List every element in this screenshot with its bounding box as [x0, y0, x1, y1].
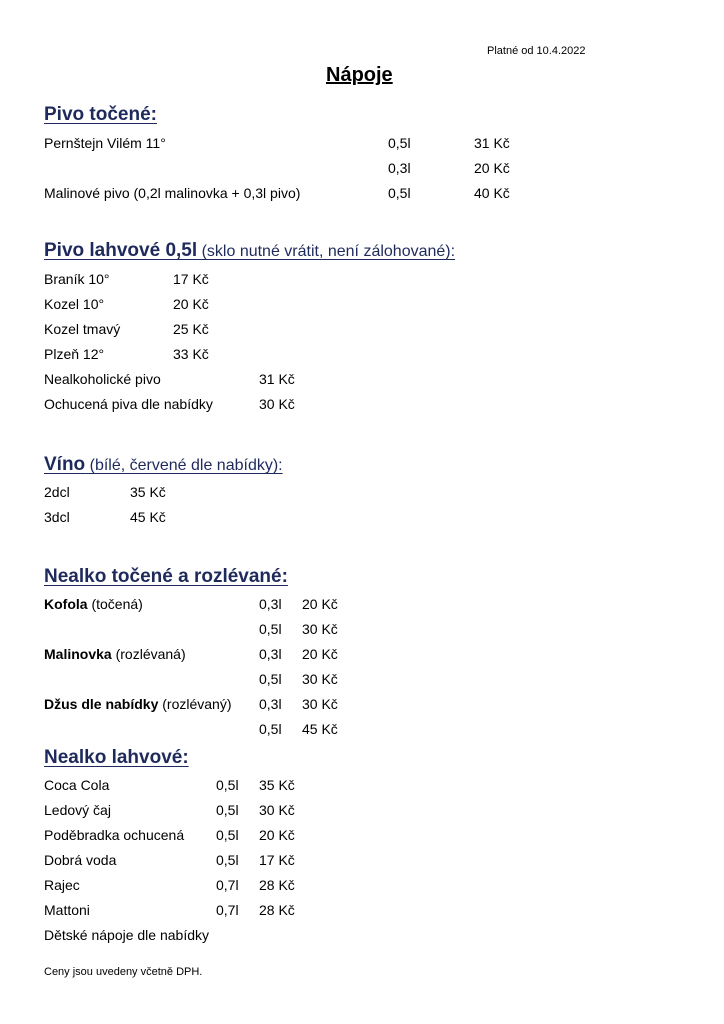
soft-drink-volume: 0,5l: [259, 621, 282, 637]
bottled-drink-name: Mattoni: [44, 902, 90, 918]
bottled-beer-price: 25 Kč: [173, 321, 209, 337]
soft-drink-price: 30 Kč: [302, 696, 338, 712]
bottled-drink-volume: 0,5l: [216, 827, 239, 843]
soft-drink-name: [44, 692, 232, 717]
section-heading-bottled-soft-drinks: [44, 747, 189, 769]
draft-beer-price: 20 Kč: [474, 160, 510, 176]
bottled-drink-volume: 0,7l: [216, 902, 239, 918]
bottled-drink-volume: 0,5l: [216, 852, 239, 868]
bottled-beer-price: 33 Kč: [173, 346, 209, 362]
soft-drink-volume: 0,5l: [259, 721, 282, 737]
bottled-drink-price: 17 Kč: [259, 852, 295, 868]
section-heading-bottled-soft-drinks-text: Nealko lahvové:: [44, 747, 189, 768]
bottled-drink-price: 35 Kč: [259, 777, 295, 793]
wine-size: 2dcl: [44, 484, 70, 500]
bottled-drink-name: Dětské nápoje dle nabídky: [44, 927, 209, 943]
soft-drink-name: [44, 642, 186, 667]
section-heading-draft-soft-drinks-text: Nealko točené a rozlévané:: [44, 566, 288, 587]
bottled-drink-volume: 0,5l: [216, 802, 239, 818]
draft-beer-name: Pernštejn Vilém 11°: [44, 135, 166, 151]
bottled-drink-price: 20 Kč: [259, 827, 295, 843]
bottled-drink-name: Ledový čaj: [44, 802, 111, 818]
soft-drink-volume: 0,5l: [259, 671, 282, 687]
draft-beer-name: Malinové pivo (0,2l malinovka + 0,3l pivo): [44, 185, 301, 201]
soft-drink-volume: 0,3l: [259, 596, 282, 612]
soft-drink-note: (rozlévaná): [111, 646, 186, 662]
bottled-beer-name: Braník 10°: [44, 271, 110, 287]
valid-from-date: Platné od 10.4.2022: [487, 45, 586, 57]
section-heading-draft-soft-drinks: [44, 566, 288, 588]
section-heading-wine-text: Víno: [44, 454, 86, 475]
section-heading-bottled-beer-note: (sklo nutné vrátit, není zálohované):: [197, 243, 456, 260]
section-heading-draft-beer: [44, 104, 157, 126]
bottled-beer-name: Kozel tmavý: [44, 321, 121, 337]
soft-drink-name-text: Kofola: [44, 596, 88, 612]
bottled-beer-name: Kozel 10°: [44, 296, 105, 312]
section-heading-bottled-beer: [44, 240, 455, 262]
soft-drink-price: 20 Kč: [302, 596, 338, 612]
bottled-beer-price: 30 Kč: [259, 396, 295, 412]
soft-drink-name: [44, 592, 143, 617]
draft-beer-price: 31 Kč: [474, 135, 510, 151]
bottled-drink-volume: 0,7l: [216, 877, 239, 893]
vat-note: Ceny jsou uvedeny včetně DPH.: [44, 966, 203, 978]
section-heading-wine-note: (bílé, červené dle nabídky):: [85, 457, 283, 474]
section-heading-draft-beer-text: Pivo točené:: [44, 104, 157, 125]
bottled-drink-name: Coca Cola: [44, 777, 110, 793]
section-heading-bottled-beer-text: Pivo lahvové 0,5l: [44, 240, 198, 261]
wine-size: 3dcl: [44, 509, 70, 525]
soft-drink-note: (točená): [87, 596, 143, 612]
bottled-beer-price: 31 Kč: [259, 371, 295, 387]
bottled-drink-name: Dobrá voda: [44, 852, 117, 868]
section-heading-wine: [44, 454, 283, 476]
bottled-drink-volume: 0,5l: [216, 777, 239, 793]
soft-drink-name-text: Džus dle nabídky: [44, 696, 159, 712]
draft-beer-volume: 0,5l: [388, 135, 411, 151]
soft-drink-volume: 0,3l: [259, 646, 282, 662]
draft-beer-volume: 0,5l: [388, 185, 411, 201]
wine-price: 35 Kč: [130, 484, 166, 500]
bottled-drink-price: 28 Kč: [259, 877, 295, 893]
bottled-beer-price: 20 Kč: [173, 296, 209, 312]
soft-drink-volume: 0,3l: [259, 696, 282, 712]
soft-drink-price: 30 Kč: [302, 621, 338, 637]
soft-drink-price: 45 Kč: [302, 721, 338, 737]
draft-beer-volume: 0,3l: [388, 160, 411, 176]
bottled-beer-name: Ochucená piva dle nabídky: [44, 396, 213, 412]
bottled-drink-price: 28 Kč: [259, 902, 295, 918]
soft-drink-note: (rozlévaný): [158, 696, 232, 712]
bottled-beer-price: 17 Kč: [173, 271, 209, 287]
draft-beer-price: 40 Kč: [474, 185, 510, 201]
soft-drink-name-text: Malinovka: [44, 646, 112, 662]
bottled-beer-name: Plzeň 12°: [44, 346, 105, 362]
bottled-beer-name: Nealkoholické pivo: [44, 371, 161, 387]
bottled-drink-name: Rajec: [44, 877, 80, 893]
bottled-drink-name: Poděbradka ochucená: [44, 827, 185, 843]
soft-drink-price: 30 Kč: [302, 671, 338, 687]
page-title: Nápoje: [326, 64, 393, 86]
bottled-drink-price: 30 Kč: [259, 802, 295, 818]
wine-price: 45 Kč: [130, 509, 166, 525]
soft-drink-price: 20 Kč: [302, 646, 338, 662]
